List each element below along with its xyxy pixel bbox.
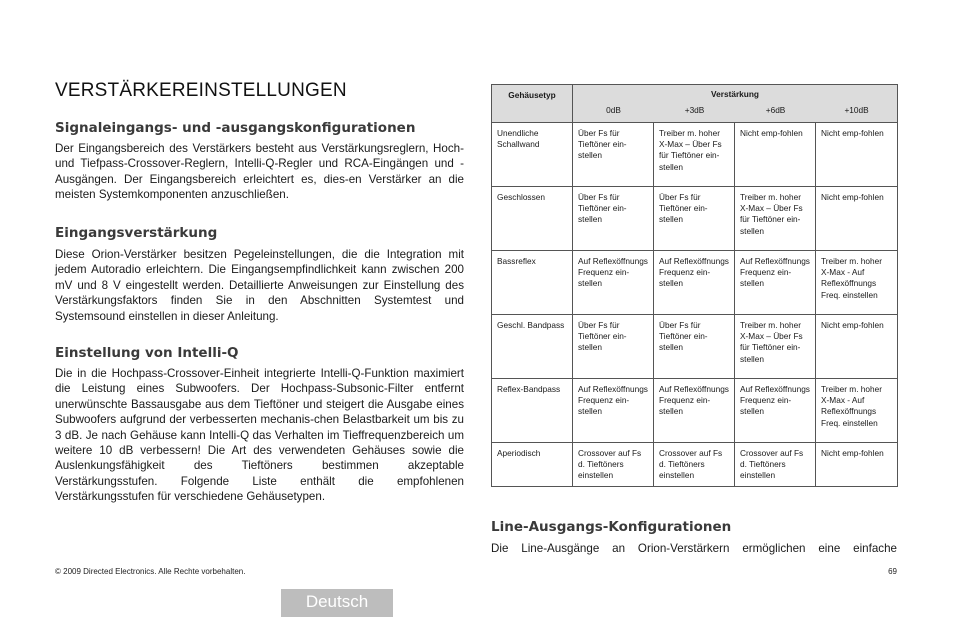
table-cell: Crossover auf Fs d. Tieftöners einstellen <box>654 443 735 487</box>
table-cell: Treiber m. hoher X-Max - Auf Reflexöffnungs Freq. einstellen <box>816 379 898 443</box>
left-column <box>55 80 464 504</box>
paragraph-intelli-q: Die in die Hochpass-Crossover-Einheit integrierte Intelli-Q-Funktion maximiert die Leistung eines Subwoofers. Der Hochpass-Subsonic-Filter entfernt unerwünschte Bassausgabe aus dem Tieftöner und steigert die Ausgabe eines Subwoofers aufgrund der verbesserten mechanis-chen Belastbarkeit um bis zu 3 dB. Je nach Gehäuse kann Intelli-Q das Verhalten im Tieffrequenzbereich um weitere 10 dB verbessern! Die Art des verwendeten Gehäuses sowie die Auslenkungsfähigkeit des Tieftöners bestimmen akzeptable Verstärkungsstufen. Folgende Liste enthält die empfohlenen Verstärkungsstufen für verschiedene Gehäusetypen. <box>55 367 464 504</box>
gain-level-0db: 0dB <box>606 105 621 116</box>
table-cell: Über Fs für Tieftöner ein-stellen <box>573 315 654 379</box>
column-header-enclosure-type: Gehäusetyp <box>492 85 573 123</box>
page-title: VERSTÄRKEREINSTELLUNGEN <box>55 80 347 101</box>
table-cell: Treiber m. hoher X-Max – Über Fs für Tieftöner ein-stellen <box>654 123 735 187</box>
table-cell: Treiber m. hoher X-Max – Über Fs für Tieftöner ein-stellen <box>735 187 816 251</box>
table-cell: Nicht emp-fohlen <box>816 443 898 487</box>
table-cell: Auf Reflexöffnungs Frequenz ein-stellen <box>735 251 816 315</box>
table-cell: Nicht emp-fohlen <box>816 123 898 187</box>
row-label: Aperiodisch <box>492 443 573 487</box>
table-cell: Über Fs für Tieftöner ein-stellen <box>654 315 735 379</box>
paragraph-input-gain: Diese Orion-Verstärker besitzen Pegeleinstellungen, die die Integration mit jedem Autoradio erleichtern. Die Eingangsempfindlichkeit kann zwischen 200 mV und 8 V eingestellt werden. Detaillierte Anweisungen zur Einstellung des Verstärkungsfaktors finden Sie in den Abschnitten Systemtest und Systemsound einstellen in dieser Anleitung. <box>55 248 464 323</box>
table-cell: Crossover auf Fs d. Tieftöners einstellen <box>573 443 654 487</box>
table-cell: Auf Reflexöffnungs Frequenz ein-stellen <box>573 379 654 443</box>
gain-recommendation-table <box>491 84 898 487</box>
table-row <box>492 187 898 251</box>
table-cell: Auf Reflexöffnungs Frequenz ein-stellen <box>654 379 735 443</box>
table-cell: Nicht emp-fohlen <box>816 187 898 251</box>
table-row <box>492 379 898 443</box>
table-cell: Nicht emp-fohlen <box>735 123 816 187</box>
table-cell: Über Fs für Tieftöner ein-stellen <box>654 187 735 251</box>
table-cell: Über Fs für Tieftöner ein-stellen <box>573 187 654 251</box>
gain-level-3db: +3dB <box>684 105 705 116</box>
table-cell: Crossover auf Fs d. Tieftöners einstellen <box>735 443 816 487</box>
row-label: Reflex-Bandpass <box>492 379 573 443</box>
gain-header-title: Verstärkung <box>711 89 759 99</box>
table-cell: Auf Reflexöffnungs Frequenz ein-stellen <box>735 379 816 443</box>
table-cell: Treiber m. hoher X-Max - Auf Reflexöffnungs Freq. einstellen <box>816 251 898 315</box>
table-row <box>492 443 898 487</box>
table-cell: Über Fs für Tieftöner ein-stellen <box>573 123 654 187</box>
section-heading-intelli-q: Einstellung von Intelli-Q <box>55 345 239 361</box>
paragraph-line-output: Die Line-Ausgänge an Orion-Verstärkern ermöglichen eine einfache <box>491 542 897 555</box>
row-label: Geschl. Bandpass <box>492 315 573 379</box>
table-cell: Auf Reflexöffnungs Frequenz ein-stellen <box>573 251 654 315</box>
language-tab[interactable]: Deutsch <box>281 589 393 617</box>
table-row <box>492 251 898 315</box>
section-heading-input-gain: Eingangsverstärkung <box>55 225 218 241</box>
page-number: 69 <box>888 567 897 576</box>
table-row <box>492 315 898 379</box>
table-header-row <box>492 85 898 123</box>
column-header-gain <box>573 85 898 123</box>
table-cell: Treiber m. hoher X-Max – Über Fs für Tieftöner ein-stellen <box>735 315 816 379</box>
row-label: Bassreflex <box>492 251 573 315</box>
table-cell: Nicht emp-fohlen <box>816 315 898 379</box>
table-cell: Auf Reflexöffnungs Frequenz ein-stellen <box>654 251 735 315</box>
row-label: Geschlossen <box>492 187 573 251</box>
section-heading-signal-config: Signaleingangs- und -ausgangskonfigurationen <box>55 120 416 136</box>
table-row <box>492 123 898 187</box>
gain-level-10db: +10dB <box>844 105 869 116</box>
section-heading-line-output: Line-Ausgangs-Konfigurationen <box>491 519 732 535</box>
paragraph-signal-config: Der Eingangsbereich des Verstärkers besteht aus Verstärkungsreglern, Hoch- und Tiefpass-Crossover-Reglern, Intelli-Q-Regler und RCA-Eingängen und -Ausgängen. Der Eingangsbereich erleichtert es, dies-en Verstärker an die meisten Systemkomponenten anzuschließen. <box>55 142 464 202</box>
gain-levels <box>573 105 897 116</box>
row-label: Unendliche Schallwand <box>492 123 573 187</box>
gain-level-6db: +6dB <box>765 105 786 116</box>
footer-copyright: © 2009 Directed Electronics. Alle Rechte vorbehalten. <box>55 567 246 576</box>
